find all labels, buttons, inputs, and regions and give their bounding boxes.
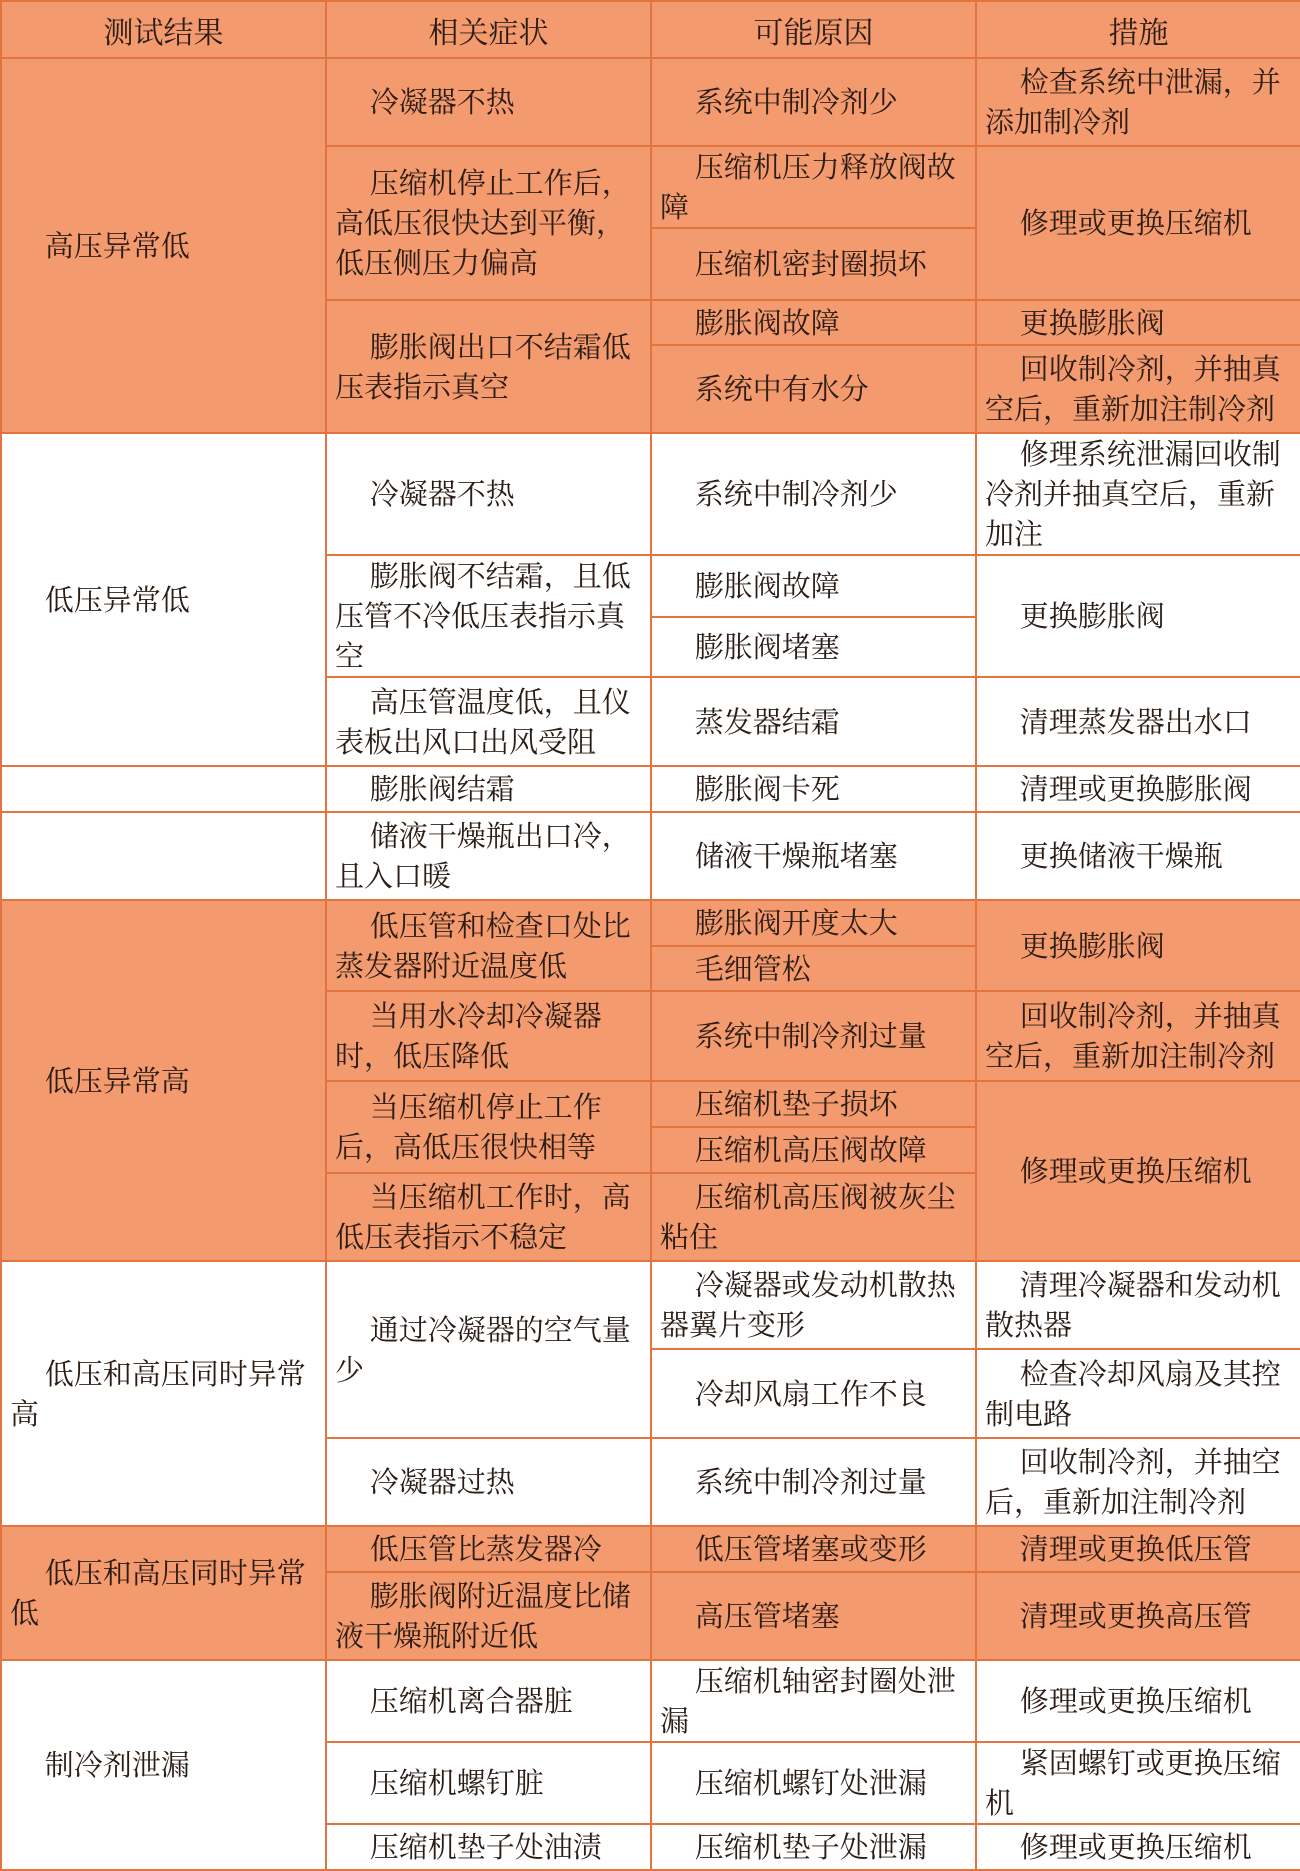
cause-cell: 膨胀阀卡死 — [651, 766, 976, 812]
cause-cell: 蒸发器结霜 — [651, 677, 976, 766]
measure-cell: 更换膨胀阀 — [976, 900, 1300, 991]
symptom-cell: 压缩机螺钉脏 — [326, 1742, 651, 1824]
test-result-cell: 高压异常低 — [1, 58, 326, 433]
symptom-cell: 膨胀阀不结霜，且低压管不冷低压表指示真空 — [326, 555, 651, 677]
cause-cell: 膨胀阀开度太大 — [651, 900, 976, 946]
table-row — [1, 58, 1300, 146]
test-result-cell — [1, 766, 326, 812]
symptom-cell: 冷凝器过热 — [326, 1438, 651, 1526]
table-row — [1, 812, 1300, 900]
measure-cell: 更换储液干燥瓶 — [976, 812, 1300, 900]
cause-cell: 系统中制冷剂过量 — [651, 991, 976, 1081]
measure-cell: 修理或更换压缩机 — [976, 1081, 1300, 1261]
header-test-result: 测试结果 — [1, 1, 326, 58]
measure-cell: 清理蒸发器出水口 — [976, 677, 1300, 766]
measure-cell: 检查冷却风扇及其控制电路 — [976, 1349, 1300, 1438]
cause-cell: 压缩机垫子损坏 — [651, 1081, 976, 1127]
cause-cell: 系统中有水分 — [651, 345, 976, 433]
measure-cell: 回收制冷剂，并抽真空后，重新加注制冷剂 — [976, 345, 1300, 433]
test-result-cell: 低压和高压同时异常低 — [1, 1526, 326, 1660]
symptom-cell: 当用水冷却冷凝器时，低压降低 — [326, 991, 651, 1081]
header-measure: 措施 — [976, 1, 1300, 58]
cause-cell: 压缩机密封圈损坏 — [651, 228, 976, 300]
test-result-cell: 低压异常高 — [1, 900, 326, 1261]
measure-cell: 清理冷凝器和发动机散热器 — [976, 1261, 1300, 1349]
cause-cell: 冷凝器或发动机散热器翼片变形 — [651, 1261, 976, 1349]
cause-cell: 系统中制冷剂过量 — [651, 1438, 976, 1526]
symptom-cell: 低压管比蒸发器冷 — [326, 1526, 651, 1572]
cause-cell: 压缩机轴密封圈处泄漏 — [651, 1660, 976, 1742]
symptom-cell: 当压缩机工作时，高低压表指示不稳定 — [326, 1173, 651, 1261]
cause-cell: 系统中制冷剂少 — [651, 433, 976, 555]
measure-cell: 修理或更换压缩机 — [976, 146, 1300, 300]
measure-cell: 更换膨胀阀 — [976, 555, 1300, 677]
measure-cell: 清理或更换高压管 — [976, 1572, 1300, 1660]
symptom-cell: 膨胀阀结霜 — [326, 766, 651, 812]
measure-cell: 修理或更换压缩机 — [976, 1660, 1300, 1742]
symptom-cell: 压缩机停止工作后，高低压很快达到平衡，低压侧压力偏高 — [326, 146, 651, 300]
cause-cell: 压缩机高压阀故障 — [651, 1127, 976, 1173]
measure-cell: 回收制冷剂，并抽真空后，重新加注制冷剂 — [976, 991, 1300, 1081]
symptom-cell: 高压管温度低，且仪表板出风口出风受阻 — [326, 677, 651, 766]
measure-cell: 更换膨胀阀 — [976, 300, 1300, 345]
test-result-cell: 低压和高压同时异常高 — [1, 1261, 326, 1526]
cause-cell: 冷却风扇工作不良 — [651, 1349, 976, 1438]
table-row — [1, 433, 1300, 555]
measure-cell: 清理或更换膨胀阀 — [976, 766, 1300, 812]
group-both-low — [1, 1526, 1300, 1660]
test-result-cell: 低压异常低 — [1, 433, 326, 766]
cause-cell: 压缩机高压阀被灰尘粘住 — [651, 1173, 976, 1261]
test-result-cell: 制冷剂泄漏 — [1, 1660, 326, 1870]
header-symptom: 相关症状 — [326, 1, 651, 58]
group-both-high — [1, 1261, 1300, 1526]
measure-cell: 检查系统中泄漏，并添加制冷剂 — [976, 58, 1300, 146]
test-result-cell — [1, 812, 326, 900]
symptom-cell: 冷凝器不热 — [326, 433, 651, 555]
table-row — [1, 1526, 1300, 1572]
cause-cell: 毛细管松 — [651, 946, 976, 991]
group-low-pressure-low — [1, 433, 1300, 900]
symptom-cell: 膨胀阀附近温度比储液干燥瓶附近低 — [326, 1572, 651, 1660]
table-row — [1, 766, 1300, 812]
symptom-cell: 储液干燥瓶出口冷，且入口暖 — [326, 812, 651, 900]
measure-cell: 清理或更换低压管 — [976, 1526, 1300, 1572]
cause-cell: 膨胀阀堵塞 — [651, 617, 976, 677]
symptom-cell: 膨胀阀出口不结霜低压表指示真空 — [326, 300, 651, 433]
symptom-cell: 冷凝器不热 — [326, 58, 651, 146]
cause-cell: 压缩机压力释放阀故障 — [651, 146, 976, 228]
symptom-cell: 低压管和检查口处比蒸发器附近温度低 — [326, 900, 651, 991]
table-row — [1, 1660, 1300, 1742]
table-row — [1, 1261, 1300, 1349]
cause-cell: 系统中制冷剂少 — [651, 58, 976, 146]
cause-cell: 压缩机垫子处泄漏 — [651, 1824, 976, 1870]
cause-cell: 压缩机螺钉处泄漏 — [651, 1742, 976, 1824]
group-low-pressure-high — [1, 900, 1300, 1261]
header-cause: 可能原因 — [651, 1, 976, 58]
header-row — [1, 1, 1300, 58]
measure-cell: 紧固螺钉或更换压缩机 — [976, 1742, 1300, 1824]
cause-cell: 高压管堵塞 — [651, 1572, 976, 1660]
group-high-pressure-low — [1, 58, 1300, 433]
measure-cell: 回收制冷剂，并抽空后，重新加注制冷剂 — [976, 1438, 1300, 1526]
measure-cell: 修理或更换压缩机 — [976, 1824, 1300, 1870]
cause-cell: 低压管堵塞或变形 — [651, 1526, 976, 1572]
symptom-cell: 压缩机离合器脏 — [326, 1660, 651, 1742]
cause-cell: 膨胀阀故障 — [651, 555, 976, 617]
cause-cell: 膨胀阀故障 — [651, 300, 976, 345]
table-row — [1, 900, 1300, 946]
symptom-cell: 压缩机垫子处油渍 — [326, 1824, 651, 1870]
group-refrigerant-leak — [1, 1660, 1300, 1870]
cause-cell: 储液干燥瓶堵塞 — [651, 812, 976, 900]
symptom-cell: 当压缩机停止工作后，高低压很快相等 — [326, 1081, 651, 1173]
symptom-cell: 通过冷凝器的空气量少 — [326, 1261, 651, 1438]
measure-cell: 修理系统泄漏回收制冷剂并抽真空后，重新加注 — [976, 433, 1300, 555]
